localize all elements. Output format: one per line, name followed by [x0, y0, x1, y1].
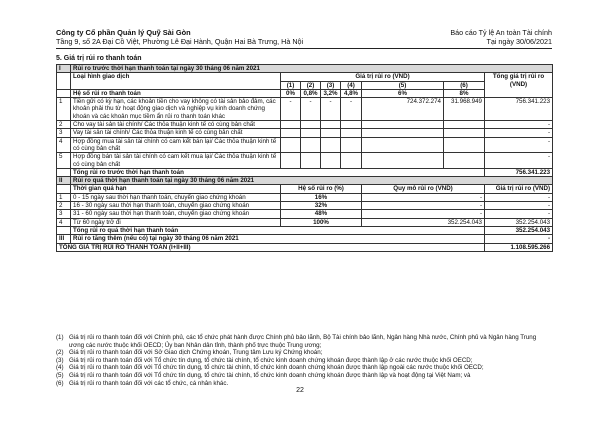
col-num: (3)	[321, 81, 341, 89]
row-label: 0 - 15 ngày sau thời hạn thanh toán, chuyển giao chứng khoán	[71, 193, 281, 201]
part3-value: -	[485, 235, 553, 243]
part2-total-label: Tổng rủi ro quá thời hạn thanh toán	[71, 226, 485, 234]
part3-num: III	[57, 235, 71, 243]
part1-title-row	[57, 65, 553, 73]
footnote: (6) Giá trị rủi ro thanh toán đối với các tổ chức, cá nhân khác.	[56, 379, 229, 387]
coef-value: 3,2%	[321, 89, 341, 97]
row-label: Từ 60 ngày trở đi	[71, 218, 281, 226]
part1-title: Rủi ro trước thời hạn thanh toán tại ngày 30 tháng 06 năm 2021	[71, 65, 553, 73]
part1-num: I	[57, 65, 71, 73]
footnote: (5) Giá trị rủi ro thanh toán đối với Tổ chức tín dụng, tổ chức tài chính, tổ chức kinh doanh chứng khoán được thành lập và hoạt động tại Việt Nam; và	[56, 371, 471, 379]
table-row: 4 Hợp đồng mua tài sản tài chính có cam kết bán lại/ Các thỏa thuận kinh tế có cùng bản chất -	[57, 137, 553, 153]
table-row: 5 Hợp đồng bán tài sản tài chính có cam kết mua lại/ Các thỏa thuận kinh tế có cùng bản chất -	[57, 153, 553, 169]
part2-total-value: 352.254.043	[485, 226, 553, 234]
col-risk-coef: Hệ số rủi ro (%)	[281, 185, 362, 193]
company-name: Công ty Cổ phần Quản lý Quỹ Sài Gòn	[56, 28, 191, 37]
table-row: 1 Tiền gửi có kỳ hạn, các khoản tiền cho vay không có tài sản bảo đảm, các khoản phải thu từ hoạt động giao dịch và nghiệp vụ kinh doanh chứng khoán và các khoản mục tiềm ẩn rủi ro thanh toán khác - - - - 724.372.274 31.968.949 756.341.223	[57, 98, 553, 121]
report-title: Báo cáo Tỷ lệ An toàn Tài chính	[450, 28, 552, 37]
part2-title-row	[57, 177, 553, 185]
company-address: Tầng 9, số 2A Đại Cồ Việt, Phường Lê Đại Hành, Quận Hai Bà Trưng, Hà Nội	[56, 36, 304, 46]
coef-row	[57, 89, 553, 97]
col-transaction-type: Loại hình giao dịch	[71, 73, 281, 90]
part3-row	[57, 235, 553, 243]
col-num: (2)	[301, 81, 321, 89]
coef-value: 8%	[444, 89, 485, 97]
col-num: (1)	[281, 81, 301, 89]
table-row: 3 31 - 60 ngày sau thời hạn thanh toán, chuyển giao chứng khoán 48% - -	[57, 210, 553, 218]
part1-header-row	[57, 73, 553, 81]
col-total-risk: Tổng giá trị rủi ro (VND)	[485, 73, 553, 98]
footnote: (2) Giá trị rủi ro thanh toán đối với Sở Giao dịch Chứng khoán, Trung tâm Lưu ký Chứng khoán;	[56, 349, 323, 357]
row-label: 16 - 30 ngày sau thời hạn thanh toán, chuyển giao chứng khoán	[71, 202, 281, 210]
col-num: (5)	[362, 81, 444, 89]
row-label: 31 - 60 ngày sau thời hạn thanh toán, chuyển giao chứng khoán	[71, 210, 281, 218]
row-label: Tiền gửi có kỳ hạn, các khoản tiền cho vay không có tài sản bảo đảm, các khoản phải thu từ hoạt động giao dịch và nghiệp vụ kinh doanh chứng khoán và các khoản mục tiềm ẩn rủi ro thanh toán khác	[71, 98, 281, 121]
page-number: 22	[296, 387, 304, 394]
col-num: (6)	[444, 81, 485, 89]
col-risk-value2: Giá trị rủi ro (VND)	[485, 185, 553, 193]
col-risk-value: Giá trị rủi ro (VND)	[281, 73, 485, 81]
part2-num: II	[57, 177, 71, 185]
table-row: 4 Từ 60 ngày trở đi 100% 352.254.043 352.254.043	[57, 218, 553, 226]
footnote: (1) Giá trị rủi ro thanh toán đối với Chính phủ, các tổ chức phát hành được Chính phủ bảo lãnh, Bộ Tài chính bảo lãnh, Ngân hàng Nhà nước, Chính phủ và Ngân hàng Trung ương các nước thuộc khối OECD; Ủy ban Nhân dân tỉnh, thành phố trực thuộc Trung ương;	[56, 334, 537, 349]
coef-value: 4,8%	[341, 89, 362, 97]
part2-title: Rủi ro quá thời hạn thanh toán tại ngày 30 tháng 06 năm 2021	[71, 177, 553, 185]
part2-total-row	[57, 226, 553, 234]
table-row: 2 16 - 30 ngày sau thời hạn thanh toán, chuyển giao chứng khoán 32% - -	[57, 202, 553, 210]
coef-value: 0%	[281, 89, 301, 97]
col-overdue-period: Thời gian quá hạn	[71, 185, 281, 193]
coef-label: Hệ số rủi ro thanh toán	[71, 89, 281, 97]
row-label: Cho vay tài sản tài chính/ Các thỏa thuận kinh tế có cùng bản chất	[71, 121, 281, 129]
col-risk-scale: Quy mô rủi ro (VND)	[362, 185, 485, 193]
row-label: Hợp đồng mua tài sản tài chính có cam kết bán lại/ Các thỏa thuận kinh tế có cùng bản chất	[71, 137, 281, 153]
settlement-risk-table	[56, 64, 553, 252]
header-divider	[56, 48, 552, 49]
col-num: (4)	[341, 81, 362, 89]
table-row: 2 Cho vay tài sản tài chính/ Các thỏa thuận kinh tế có cùng bản chất -	[57, 121, 553, 129]
part1-total-value: 756.341.223	[485, 168, 553, 176]
part3-title: Rủi ro tăng thêm (nếu có) tại ngày 30 tháng 06 năm 2021	[71, 235, 485, 243]
section-title: 5. Giá trị rủi ro thanh toán	[56, 55, 142, 62]
coef-value: 6%	[362, 89, 444, 97]
grand-total-row	[57, 243, 553, 251]
table-row: 3 Vay tài sản tài chính/ Các thỏa thuận kinh tế có cùng bản chất -	[57, 129, 553, 137]
row-label: Vay tài sản tài chính/ Các thỏa thuận kinh tế có cùng bản chất	[71, 129, 281, 137]
part1-total-row	[57, 168, 553, 176]
company-header	[56, 29, 303, 46]
footnotes	[56, 334, 552, 387]
footnote: (4) Giá trị rủi ro thanh toán đối với Tổ chức tín dụng, tổ chức tài chính, tổ chức kinh doanh chứng khoán được thành lập ngoài các nước thuộc khối OECD;	[56, 364, 484, 372]
report-date: Tại ngày 30/06/2021	[486, 36, 552, 46]
part1-total-label: Tổng rủi ro trước thời hạn thanh toán	[71, 168, 485, 176]
table-row: 1 0 - 15 ngày sau thời hạn thanh toán, chuyển giao chứng khoán 16% - -	[57, 193, 553, 201]
grand-total-value: 1.108.595.266	[485, 243, 553, 251]
row-label: Hợp đồng bán tài sản tài chính có cam kết mua lại/ Các thỏa thuận kinh tế có cùng bản chất	[71, 153, 281, 169]
grand-total-label: TỔNG GIÁ TRỊ RỦI RO THANH TOÁN (I+II+III)	[57, 243, 485, 251]
part2-header-row	[57, 185, 553, 193]
coef-value: 0,8%	[301, 89, 321, 97]
footnote: (3) Giá trị rủi ro thanh toán đối với Tổ chức tín dụng, tổ chức tài chính, tổ chức kinh doanh chứng khoán được thành lập ở các nước thuộc khối OECD;	[56, 356, 473, 364]
report-header	[450, 29, 552, 46]
